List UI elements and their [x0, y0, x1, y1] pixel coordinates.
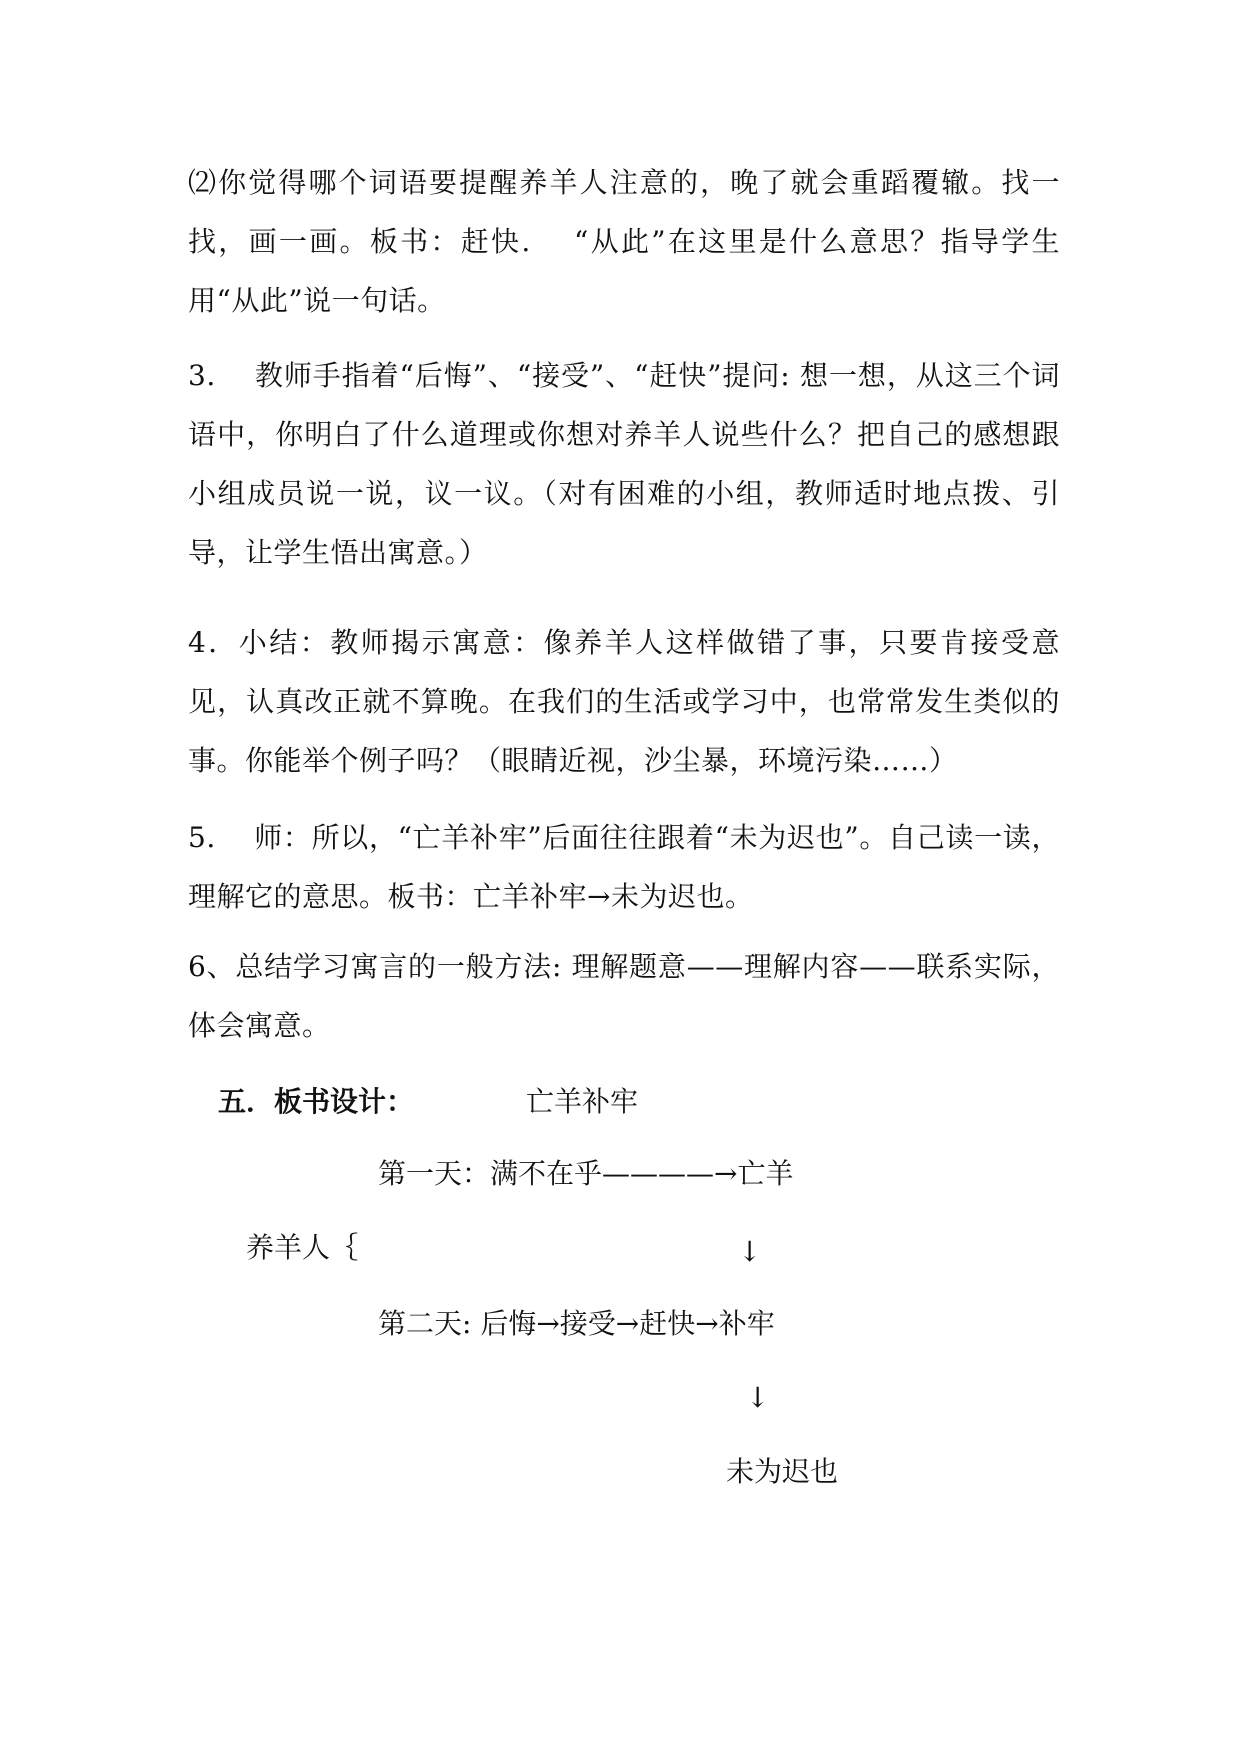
down-arrow-icon: ↓ — [738, 1235, 762, 1268]
board-conclusion: 未为迟也 — [726, 1455, 839, 1488]
board-design-title: 五．板书设计： — [218, 1085, 415, 1118]
paragraph-step-3: 3. 教师手指着“后悔”、“接受”、“赶快”提问: 想一想，从这三个词语中，你明白了什么道理或你想对养羊人说些什么？把自己的感想跟小组成员说一说，议一议。（对有困难的小组，教师适时地点拨、引导，让学生悟出寓意。） — [188, 359, 1060, 569]
board-heading: 亡羊补牢 — [526, 1085, 639, 1118]
paragraph-step-6: 6、总结学习寓言的一般方法: 理解题意——理解内容——联系实际，体会寓意。 — [188, 950, 1060, 1042]
paragraph-2-question: ⑵你觉得哪个词语要提醒养羊人注意的，晚了就会重蹈覆辙。找一找，画一画。板书：赶快. “从此”在这里是什么意思？指导学生用“从此”说一句话。 — [188, 166, 1060, 317]
paragraph-step-5: 5. 师：所以，“亡羊补牢”后面往往跟着“未为迟也”。自己读一读，理解它的意思。板书：亡羊补牢→未为迟也。 — [188, 821, 1060, 913]
board-farmer-label: 养羊人｛ — [246, 1231, 359, 1264]
board-day-one: 第一天：满不在乎————→亡羊 — [378, 1157, 794, 1190]
paragraph-step-4-summary: 4．小结：教师揭示寓意：像养羊人这样做错了事，只要肯接受意见，认真改正就不算晚。在我们的生活或学习中，也常常发生类似的事。你能举个例子吗？（眼睛近视，沙尘暴，环境污染……） — [188, 626, 1060, 777]
board-day-two: 第二天: 后悔→接受→赶快→补牢 — [378, 1307, 775, 1340]
down-arrow-icon: ↓ — [746, 1381, 770, 1414]
